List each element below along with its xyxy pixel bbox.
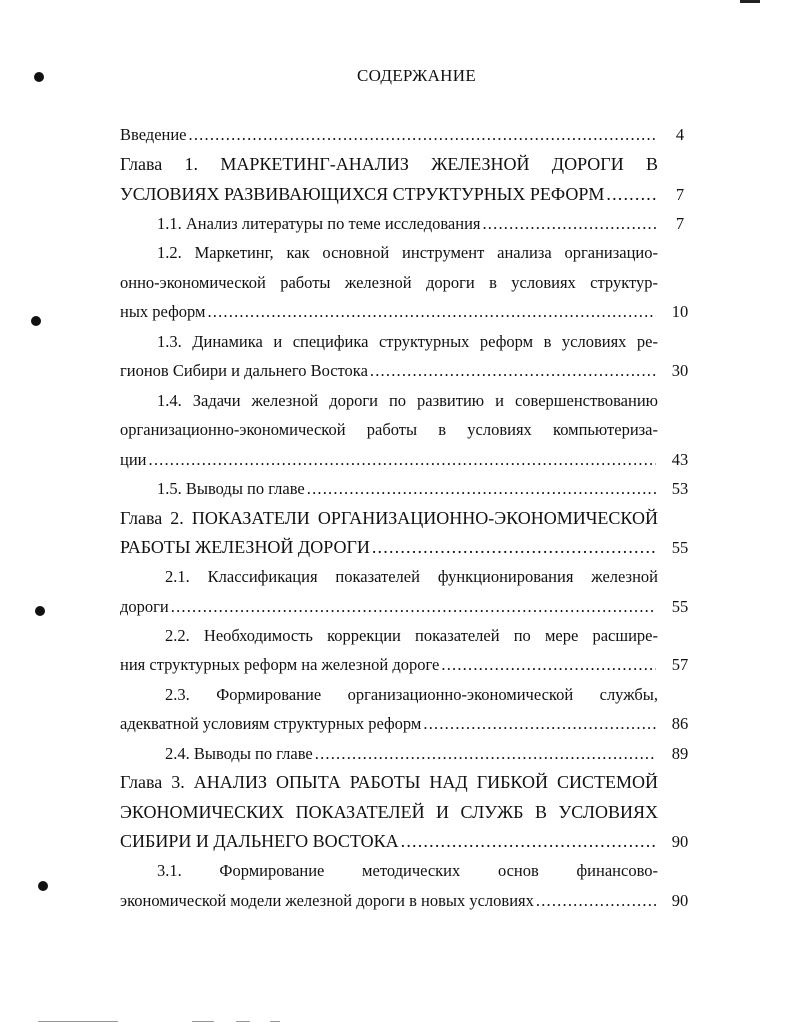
chapter-3-heading-line-1: Глава 3. АНАЛИЗ ОПЫТА РАБОТЫ НАД ГИБКОЙ СИСТЕМОЙ (120, 772, 658, 792)
page-number: 86 (671, 714, 689, 733)
scan-speck (236, 1021, 250, 1022)
toc-entry-3-1-line-1: 3.1. Формирование методических основ финансово- (157, 861, 658, 880)
page-number: 7 (675, 185, 685, 204)
toc-entry-1-5 (157, 479, 658, 499)
dot-leader (606, 184, 656, 204)
toc-entry-text: гионов Сибири и дальнего Востока (120, 361, 368, 380)
dot-leader (482, 214, 656, 234)
page-number: 55 (671, 597, 689, 616)
toc-entry-text: адекватной условиям структурных реформ (120, 714, 422, 733)
toc-entry-text: 1.1. Анализ литературы по теме исследования (157, 214, 481, 233)
binder-hole-2 (31, 316, 41, 326)
page-number: 53 (671, 479, 689, 498)
page-number: 43 (671, 450, 689, 469)
page-number: 55 (671, 538, 689, 557)
dot-leader (189, 125, 656, 145)
toc-entry-2-2-line-1: 2.2. Необходимость коррекции показателей по мере расшире- (165, 626, 658, 645)
page-number: 10 (671, 302, 689, 321)
scan-edge-mark (740, 0, 760, 3)
toc-entry-text: УСЛОВИЯХ РАЗВИВАЮЩИХСЯ СТРУКТУРНЫХ РЕФОРМ (120, 184, 605, 204)
toc-entry-2-1 (120, 597, 658, 617)
toc-entry-1-4-line-2: организационно-экономической работы в условиях компьютериза- (120, 420, 658, 439)
toc-entry-text: 2.4. Выводы по главе (165, 744, 313, 763)
toc-entry-1-4-line-1: 1.4. Задачи железной дороги по развитию и совершенствованию (157, 391, 658, 410)
toc-entry-1-2 (120, 302, 658, 322)
dot-leader (149, 450, 657, 470)
dot-leader (370, 361, 656, 381)
page-number: 4 (675, 125, 685, 144)
toc-entry-text: дороги (120, 597, 169, 616)
toc-entry-text: 1.5. Выводы по главе (157, 479, 305, 498)
dot-leader (171, 597, 656, 617)
toc-entry-1-2-line-1: 1.2. Маркетинг, как основной инструмент анализа организацио- (157, 243, 658, 262)
toc-entry-text: экономической модели железной дороги в новых условиях (120, 891, 534, 910)
dot-leader (307, 479, 656, 499)
toc-entry-3-1 (120, 891, 658, 911)
toc-entry-chapter-2 (120, 537, 658, 557)
toc-entry-2-3 (120, 714, 658, 734)
toc-entry-1-4 (120, 450, 658, 470)
page-number: 90 (671, 891, 689, 910)
scan-speck (38, 1021, 118, 1022)
toc-entry-text: РАБОТЫ ЖЕЛЕЗНОЙ ДОРОГИ (120, 537, 370, 557)
page-title: СОДЕРЖАНИЕ (356, 66, 477, 85)
dot-leader (372, 537, 656, 557)
toc-entry-chapter-1 (120, 184, 658, 204)
toc-entry-text: Введение (120, 125, 187, 144)
dot-leader (423, 714, 656, 734)
chapter-1-heading-line-1: Глава 1. МАРКЕТИНГ-АНАЛИЗ ЖЕЛЕЗНОЙ ДОРОГИ В (120, 154, 658, 174)
toc-entry-intro (120, 125, 658, 145)
toc-entry-text: ния структурных реформ на железной дороге (120, 655, 440, 674)
toc-entry-text: ции (120, 450, 147, 469)
toc-entry-text: ных реформ (120, 302, 206, 321)
toc-entry-1-2-line-2: онно-экономической работы железной дороги в условиях структур- (120, 273, 658, 292)
binder-hole-4 (38, 881, 48, 891)
chapter-3-heading-line-2: ЭКОНОМИЧЕСКИХ ПОКАЗАТЕЛЕЙ И СЛУЖБ В УСЛОВИЯХ (120, 802, 658, 822)
dot-leader (401, 831, 656, 851)
scan-speck (270, 1021, 280, 1022)
dot-leader (315, 744, 656, 764)
toc-entry-text: СИБИРИ И ДАЛЬНЕГО ВОСТОКА (120, 831, 399, 851)
toc-entry-2-4 (165, 744, 658, 764)
toc-entry-2-2 (120, 655, 658, 675)
dot-leader (441, 655, 656, 675)
toc-entry-1-3-line-1: 1.3. Динамика и специфика структурных реформ в условиях ре- (157, 332, 658, 351)
chapter-2-heading-line-1: Глава 2. ПОКАЗАТЕЛИ ОРГАНИЗАЦИОННО-ЭКОНОМИЧЕСКОЙ (120, 508, 658, 528)
toc-entry-1-3 (120, 361, 658, 381)
page-number: 7 (675, 214, 685, 233)
scan-speck (192, 1021, 214, 1022)
toc-entry-2-3-line-1: 2.3. Формирование организационно-экономической службы, (165, 685, 658, 704)
toc-entry-chapter-3 (120, 831, 658, 851)
dot-leader (207, 302, 656, 322)
page-number: 30 (671, 361, 689, 380)
page-number: 90 (671, 832, 689, 851)
page-number: 89 (671, 744, 689, 763)
page-number: 57 (671, 655, 689, 674)
toc-entry-2-1-line-1: 2.1. Классификация показателей функционирования железной (165, 567, 658, 586)
toc-entry-1-1 (157, 214, 658, 234)
binder-hole-3 (35, 606, 45, 616)
dot-leader (536, 891, 656, 911)
